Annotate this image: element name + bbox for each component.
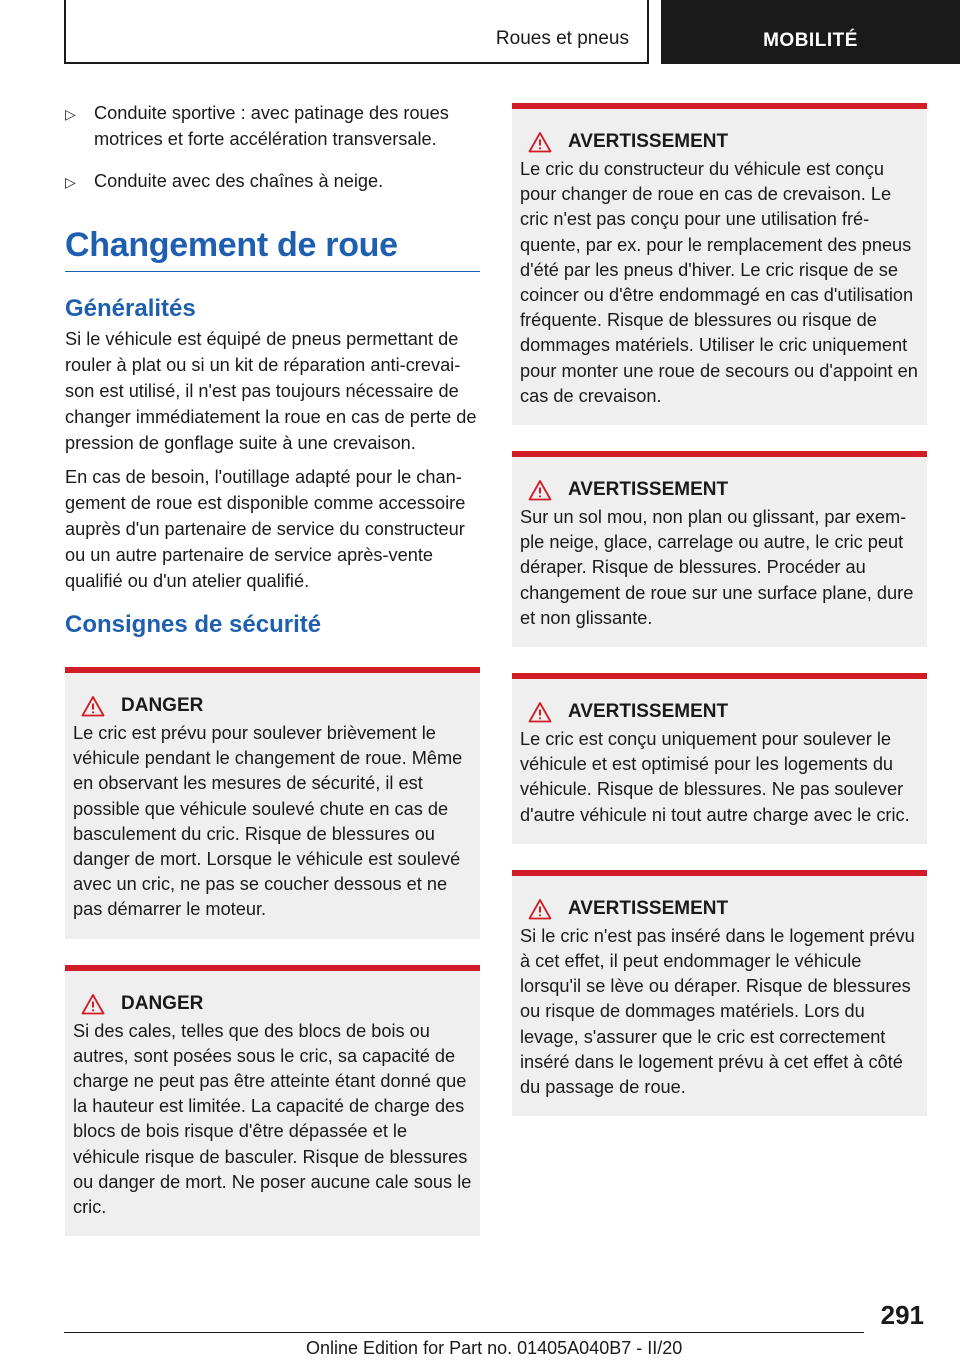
header-chapter-label: MOBILITÉ xyxy=(763,30,858,51)
warning-title: AVERTISSEMENT xyxy=(568,479,729,501)
left-column xyxy=(65,100,480,1236)
warning-triangle-icon xyxy=(81,993,105,1015)
danger-text: Si des cales, telles que des blocs de bois ou autres, sont posées sous le cric, sa capacité de charge ne peut pas être atteinte étant donné que la hauteur est limitée. La capacité de charge des blocs de bois risque d'être dépassée et le véhicule risque de basculer. Risque de blessures ou danger de mort. Ne poser aucune cale sous le cric. xyxy=(73,1020,472,1218)
list-item xyxy=(65,100,480,152)
header-chapter-tab xyxy=(661,0,960,64)
footer-edition: Online Edition for Part no. 01405A040B7 - II/20 xyxy=(306,1338,683,1358)
warning-header xyxy=(520,477,919,503)
warning-title: AVERTISSEMENT xyxy=(568,131,729,152)
warning-text: Le cric est conçu uniquement pour soulever le véhicule et est optimisé pour les logements du véhicule. Risque de blessures. Ne pas soulever d'autre véhicule ni tout autre charge avec le cric. xyxy=(520,729,910,825)
danger-header xyxy=(73,991,472,1017)
paragraph: En cas de besoin, l'outillage adapté pour le changement de roue est disponible comme accessoire auprès d'un partenaire de service du constructeur ou un autre partenaire de service après-vente qualifié ou d'un atelier qualifié. xyxy=(65,467,466,591)
warning-triangle-icon xyxy=(528,479,552,501)
warning-text: Le cric du constructeur du véhicule est conçu pour changer de roue en cas de crevaison. Le cric n'est pas conçu pour une utilisation fréquente, par ex. pour le remplacement des pneus d'été par les pneus d'hiver. Le cric risque de se coincer ou d'être endommagé en cas d'utilisation fréquente. Risque de blessures ou risque de dommages matériels. Utiliser le cric uniquement pour monter une roue de secours ou d'appoint en cas de crevaison. xyxy=(520,159,918,406)
danger-header xyxy=(73,693,472,719)
right-column xyxy=(512,103,927,1116)
warning-triangle-icon xyxy=(81,695,105,717)
danger-box xyxy=(65,965,480,1237)
warning-title: AVERTISSEMENT xyxy=(568,897,729,919)
section-heading-safety: Consignes de sécurité xyxy=(65,611,322,638)
list-item-text: Conduite avec des chaînes à neige. xyxy=(94,171,384,191)
list-item xyxy=(65,168,480,195)
bullet-triangle-icon: ▷ xyxy=(65,174,76,190)
warning-header xyxy=(520,699,919,725)
page-title: Changement de roue xyxy=(65,225,480,272)
paragraph: Si le véhicule est équipé de pneus permettant de rouler à plat ou si un kit de réparation anti-crevaison est utilisé, il n'est pas toujours nécessaire de changer immédiatement la roue en cas de perte de pression de gonflage suite à une crevaison. xyxy=(65,329,477,453)
footer-divider xyxy=(64,1332,864,1333)
warning-box xyxy=(512,103,927,425)
warning-triangle-icon xyxy=(528,898,552,920)
warning-triangle-icon xyxy=(528,131,552,153)
section-heading-general: Généralités xyxy=(65,295,196,322)
list-item-text: Conduite sportive : avec patinage des roues motrices et forte accélération transversale. xyxy=(94,103,449,149)
header-section-frame xyxy=(64,0,649,64)
warning-text: Si le cric n'est pas inséré dans le logement prévu à cet effet, il peut endommager le véhicule lorsqu'il se lève ou déraper. Risque de blessures ou risque de dommages matériels. Lors du levage, s'assurer que le cric est correctement inséré dans le logement prévu à cet effet à côté du passage de roue. xyxy=(520,925,915,1098)
danger-text: Le cric est prévu pour soulever brièvement le véhicule pendant le changement de roue. Même en observant les mesures de sécurité, il est possible que véhicule soulevé chute en cas de basculement du cric. Risque de blessures ou danger de mort. Lorsque le véhicule est soulevé avec un cric, ne pas se coucher dessous et ne pas démarrer le moteur. xyxy=(73,723,463,920)
warning-triangle-icon xyxy=(528,701,552,723)
page-number: 291 xyxy=(880,1300,924,1330)
warning-header xyxy=(520,896,919,922)
header-section-title: Roues et pneus xyxy=(495,28,629,49)
danger-title: DANGER xyxy=(121,992,204,1014)
warning-box xyxy=(512,673,927,844)
danger-box xyxy=(65,667,480,939)
warning-header xyxy=(520,129,919,155)
warning-text: Sur un sol mou, non plan ou glissant, par exemple neige, glace, carrelage ou autre, le cric peut déraper. Risque de blessures. Procéder au changement de roue sur une surface plane, dure et non glissante. xyxy=(520,507,914,628)
bullet-triangle-icon: ▷ xyxy=(65,106,76,122)
warning-title: AVERTISSEMENT xyxy=(568,701,729,723)
danger-title: DANGER xyxy=(121,695,204,716)
warning-box xyxy=(512,870,927,1116)
warning-box xyxy=(512,451,927,647)
